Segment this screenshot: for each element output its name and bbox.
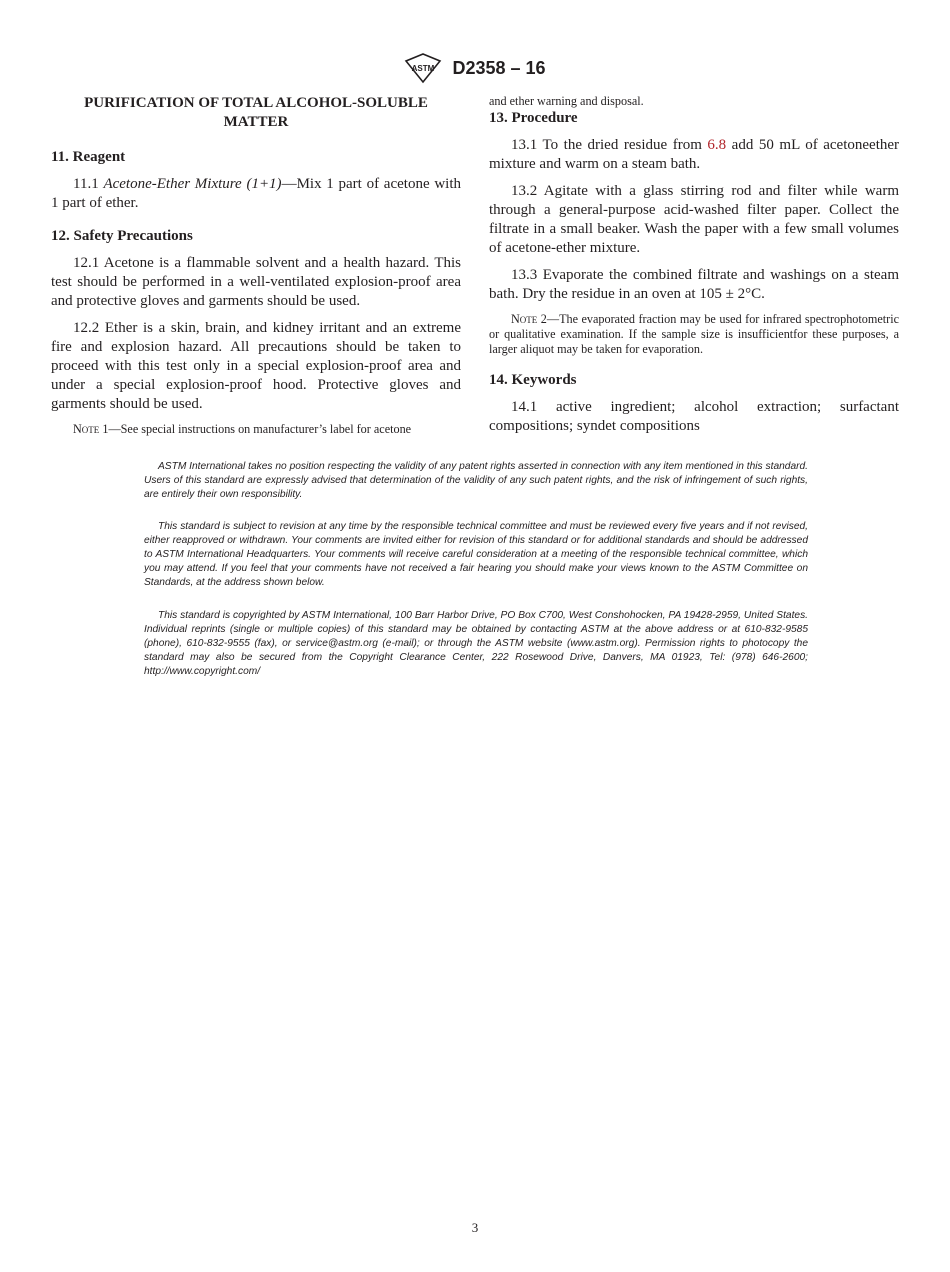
- paragraph-11-1: 11.1 Acetone-Ether Mixture (1+1)—Mix 1 part of acetone with 1 part of ether.: [51, 176, 461, 211]
- section-title: PURIFICATION OF TOTAL ALCOHOL-SOLUBLE MATTER: [84, 95, 428, 130]
- document-code: D2358 – 16: [452, 57, 546, 78]
- astm-logo-icon: [404, 52, 442, 84]
- reagent-name: Acetone-Ether Mixture (1+1): [103, 176, 282, 192]
- heading-reagent: 11. Reagent: [51, 149, 126, 165]
- page-header: [0, 52, 950, 84]
- note-1: Note 1—See special instructions on manufacturer’s label for acetone: [73, 422, 412, 436]
- section-link-6-8[interactable]: 6.8: [707, 137, 727, 153]
- page-number: 3: [471, 1220, 479, 1235]
- copyright-disclaimer: This standard is copyrighted by ASTM International, 100 Barr Harbor Drive, PO Box C700, West Conshohocken, PA 19428-2959, United States. Individual reprints (single or multiple copies) of this standard may be obtained by contacting ASTM at the above address or at 610-832-9585 (phone), 610-832-9555 (fax), or service@astm.org (e-mail); or through the ASTM website (www.astm.org). Permission rights to photocopy the standard may also be secured from the Copyright Clearance Center, 222 Rosewood Drive, Danvers, MA 01923, Tel: (978) 646-2600; http://www.copyright.com/: [144, 610, 808, 677]
- note-2: Note 2—The evaporated fraction may be used for infrared spectrophotometric or qualitative examination. If the sample size is insufficientfor these purposes, a larger aliquot may be taken for evaporation.: [489, 312, 899, 356]
- left-column: [51, 94, 461, 437]
- heading-safety: 12. Safety Precautions: [51, 228, 193, 244]
- svg-text:ASTM: ASTM: [412, 64, 435, 73]
- heading-procedure: 13. Procedure: [489, 110, 578, 126]
- note-1-continued: and ether warning and disposal.: [489, 94, 644, 108]
- right-column: [489, 94, 899, 444]
- patent-disclaimer: ASTM International takes no position respecting the validity of any patent rights asserted in connection with any item mentioned in this standard. Users of this standard are expressly advised that determination of the validity of any such patent rights, and the risk of infringement of such rights, are entirely their own responsibility.: [144, 461, 808, 500]
- paragraph-13-2: 13.2 Agitate with a glass stirring rod and filter while warm through a general-purpose acid-washed filter paper. Collect the filtrate in a small beaker. Wash the paper with a few small volumes of acetone-ether mixture.: [489, 183, 899, 256]
- paragraph-14-1: 14.1 active ingredient; alcohol extraction; surfactant compositions; syndet compositions: [489, 399, 899, 434]
- paragraph-13-3: 13.3 Evaporate the combined filtrate and washings on a steam bath. Dry the residue in an oven at 105 ± 2°C.: [489, 267, 899, 302]
- paragraph-12-1: 12.1 Acetone is a flammable solvent and a health hazard. This test should be performed in a well-ventilated explosion-proof area and protective gloves and garments should be used.: [51, 255, 461, 309]
- heading-keywords: 14. Keywords: [489, 372, 577, 388]
- paragraph-12-2: 12.2 Ether is a skin, brain, and kidney irritant and an extreme fire and explosion hazard. All precautions should be taken to proceed with this test only in a special explosion-proof area and under a special explosion-proof hood. Protective gloves and garments should be used.: [51, 320, 461, 412]
- paragraph-13-1: 13.1 To the dried residue from 6.8 add 50 mL of acetoneether mixture and warm on a steam bath.: [489, 137, 900, 172]
- revision-disclaimer: This standard is subject to revision at any time by the responsible technical committee and must be reviewed every five years and if not revised, either reapproved or withdrawn. Your comments are invited either for revision of this standard or for additional standards and should be addressed to ASTM International Headquarters. Your comments will receive careful consideration at a meeting of the responsible technical committee, which you may attend. If you feel that your comments have not received a fair hearing you should make your views known to the ASTM Committee on Standards, at the address shown below.: [144, 521, 808, 588]
